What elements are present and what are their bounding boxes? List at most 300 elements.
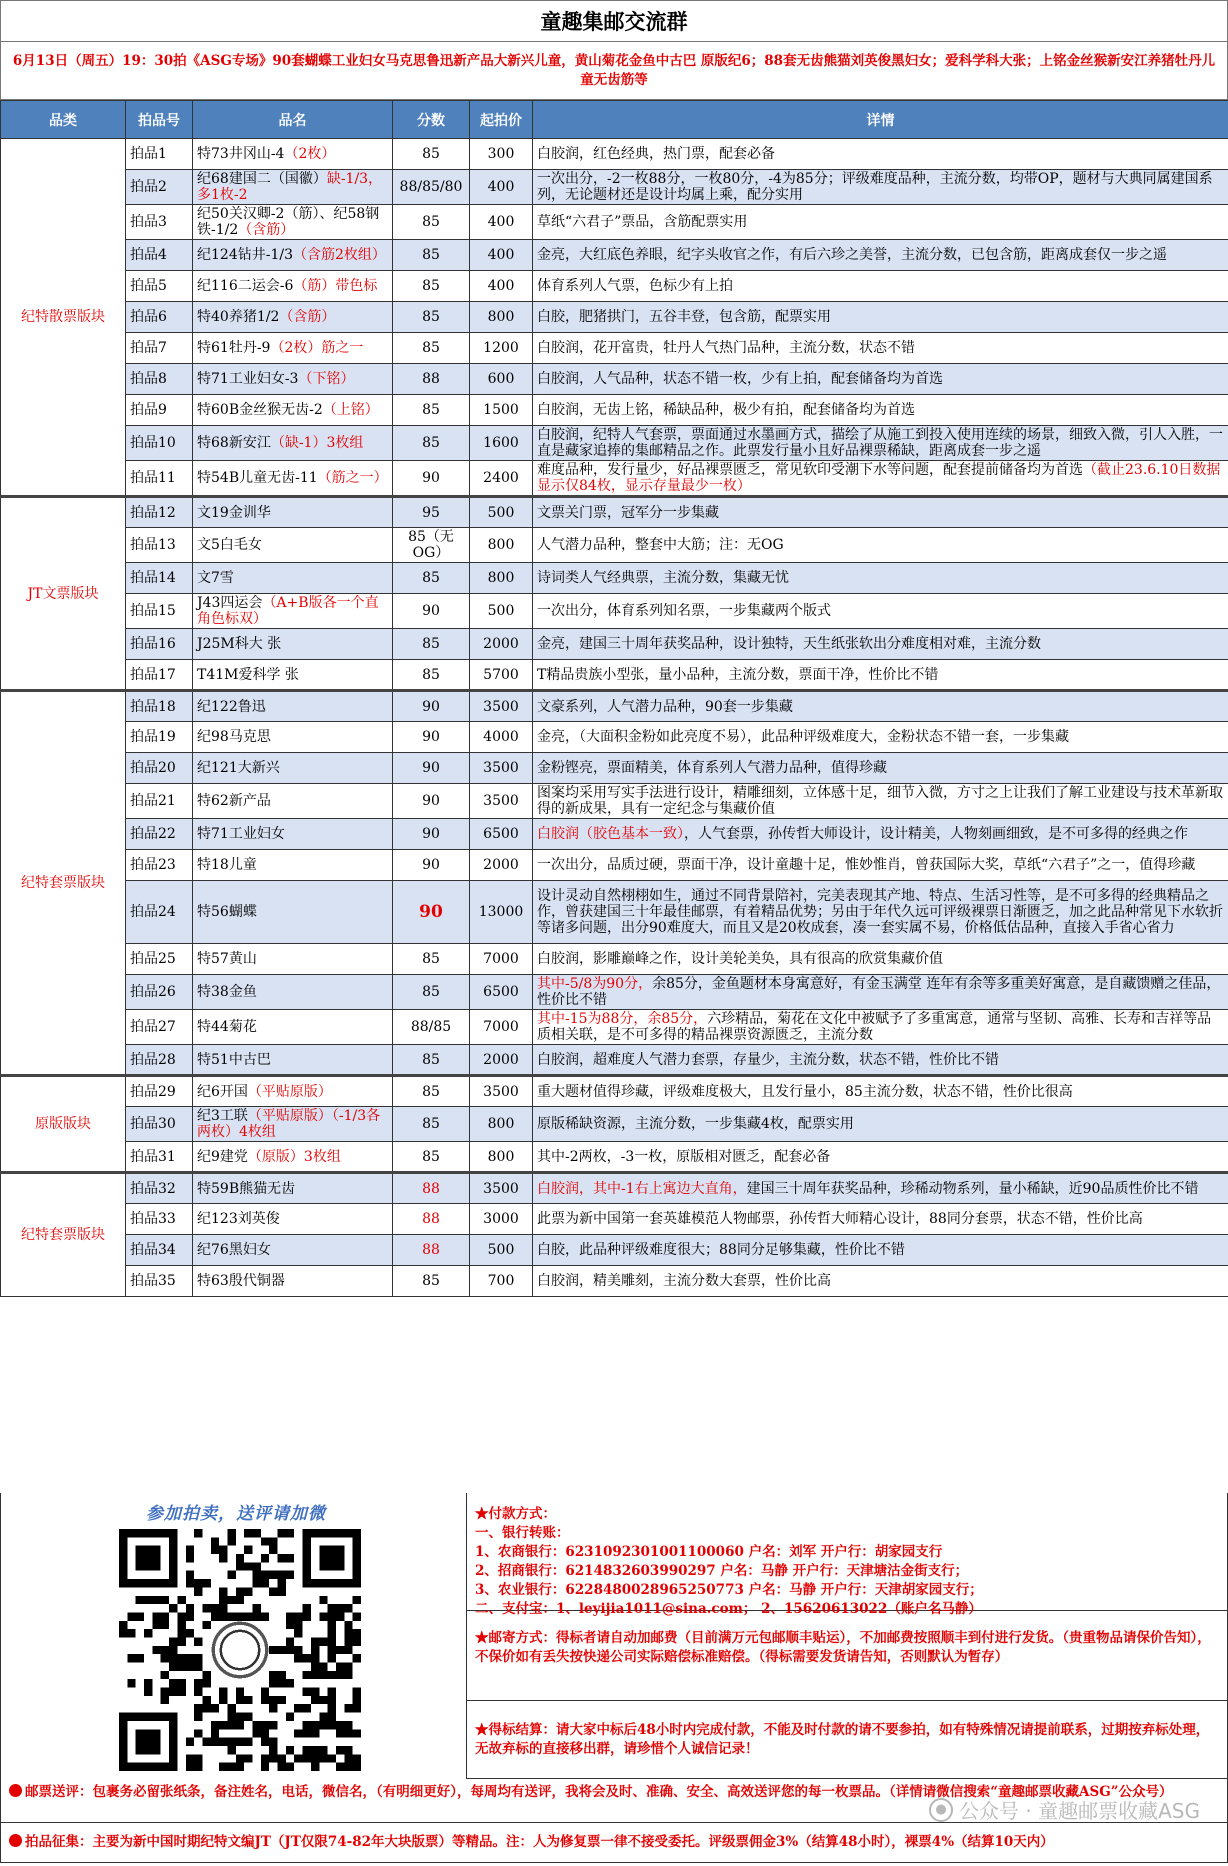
lot-name-main: 特18儿童: [197, 857, 257, 873]
lot-details: [533, 395, 1228, 426]
lot-name-main: 文19金训华: [197, 504, 271, 521]
mail-method: ★邮寄方式：得标者请自动加邮费（目前满万元包邮顺丰贴运），不加邮费按照顺丰到付进行发货。（贵重物品请保价告知），不保价如有丢失按快递公司实际赔偿标准赔偿。（得标需要发货请告知，否则默认为暂存）: [467, 1611, 1228, 1701]
lot-score: [393, 1010, 470, 1045]
lot-row: [1, 205, 1228, 240]
lot-start-price: 800: [470, 528, 533, 563]
lot-number: 拍品33: [126, 1204, 193, 1235]
lot-details: [533, 1107, 1228, 1142]
lot-details: [533, 302, 1228, 333]
lot-score: [393, 881, 470, 944]
lot-row: [1, 594, 1228, 629]
header-item-name: 品名: [193, 101, 393, 139]
lot-number: 拍品1: [126, 139, 193, 170]
lot-score: [393, 497, 470, 528]
lot-name-main: 特44菊花: [197, 1019, 257, 1035]
lot-details: [533, 629, 1228, 660]
lot-start-price: 700: [470, 1266, 533, 1297]
lot-detail-text: 难度品种，发行量少，好品裸票匮乏，常见软印受潮下水等问题，配套提前储备均为首选: [537, 462, 1083, 478]
lot-row: [1, 563, 1228, 594]
lot-score: [393, 1173, 470, 1204]
lot-number: 拍品7: [126, 333, 193, 364]
lot-score: [393, 240, 470, 271]
lot-score: [393, 944, 470, 975]
lot-score-value: 85: [422, 1051, 440, 1068]
lot-number: 拍品4: [126, 240, 193, 271]
lot-score: [393, 205, 470, 240]
lot-details: [533, 461, 1228, 497]
lot-name: [193, 1045, 393, 1076]
lot-score-value: 85: [422, 309, 440, 325]
lot-name: [193, 1173, 393, 1204]
lot-start-price: 800: [470, 1142, 533, 1173]
lot-name: [193, 302, 393, 333]
table-header-row: [1, 101, 1228, 139]
lot-score-value: 90: [422, 603, 440, 619]
lot-name-main: 纪6开国: [197, 1083, 248, 1100]
lot-score-value: 90: [422, 826, 440, 842]
lot-details: [533, 691, 1228, 722]
lot-name: [193, 819, 393, 850]
lot-row: [1, 629, 1228, 660]
lot-score-value: 90: [422, 857, 440, 873]
lot-score: [393, 1142, 470, 1173]
lot-detail-text: 白胶润，人气品种，状态不错一枚，少有上拍，配套储备均为首选: [537, 371, 943, 387]
lot-name-main: 特73井冈山-4: [197, 146, 285, 162]
lot-number: 拍品30: [126, 1107, 193, 1142]
lot-name: [193, 753, 393, 784]
category-cell: JT文票版块: [1, 497, 126, 691]
lot-detail-text: 重大题材值得珍藏，评级难度极大，且发行量小，85主流分数，状态不错，性价比很高: [537, 1083, 1073, 1100]
lot-row: [1, 1173, 1228, 1204]
lot-number: 拍品9: [126, 395, 193, 426]
lot-detail-text: 白胶，肥猪拱门，五谷丰登，包含筋，配票实用: [537, 309, 831, 325]
lot-row: [1, 139, 1228, 170]
lot-name: [193, 426, 393, 461]
lot-row: [1, 1204, 1228, 1235]
lot-name-main: 特71工业妇女-3: [197, 371, 299, 387]
lot-score: [393, 302, 470, 333]
lot-detail-text: 一次出分，品质过硬，票面干净，设计童趣十足，惟妙惟肖，曾获国际大奖，草纸“六君子”之一，值得珍藏: [537, 857, 1196, 873]
lot-number: 拍品16: [126, 629, 193, 660]
lot-name: [193, 1142, 393, 1173]
lot-row: [1, 944, 1228, 975]
lot-details: [533, 944, 1228, 975]
lot-score-value: 85: [422, 1273, 440, 1289]
lot-start-price: 1600: [470, 426, 533, 461]
lot-name-main: 特62新产品: [197, 793, 271, 809]
lot-score: [393, 461, 470, 497]
lot-score-value: 85: [422, 1116, 440, 1132]
lot-name-main: 特59B熊猫无齿: [197, 1180, 296, 1197]
lot-name-main: 纪3工联: [197, 1108, 248, 1124]
category-cell: 原版版块: [1, 1076, 126, 1173]
lot-score: [393, 271, 470, 302]
lot-row: [1, 1235, 1228, 1266]
lot-score: [393, 975, 470, 1010]
lot-detail-highlight: 其中-5/8为90分，: [537, 976, 653, 992]
consignment-text: 拍品征集：主要为新中国时期纪特文编JT（JT仅限74-82年大块版票）等精品。注：人为修复票一律不接受委托。评级票佣金3%（结算48小时），裸票4%（结算10天内）: [25, 1834, 1054, 1850]
lot-number: 拍品10: [126, 426, 193, 461]
lot-detail-text: 一次出分，-2一枚88分，一枚80分，-4为85分；评级难度品种，主流分数，均带OP，题材与大典同属建国系列，无论题材还是设计均属上乘，配分实用: [537, 171, 1213, 203]
lot-start-price: 2400: [470, 461, 533, 497]
lot-number: 拍品28: [126, 1045, 193, 1076]
lot-score-value: 85: [422, 214, 440, 230]
lot-score: [393, 426, 470, 461]
header-score: 分数: [393, 101, 470, 139]
lot-name: [193, 271, 393, 302]
lot-details: [533, 1235, 1228, 1266]
payment-line: ★付款方式：: [475, 1506, 556, 1522]
lot-name: [193, 170, 393, 205]
lot-details: [533, 497, 1228, 528]
lot-score: [393, 1045, 470, 1076]
lot-name: [193, 528, 393, 563]
lot-name-main: 特56蝴蝶: [197, 904, 257, 920]
lot-detail-text: 诗词类人气经典票，主流分数，集藏无忧: [537, 570, 789, 586]
lot-details: [533, 1173, 1228, 1204]
lot-row: [1, 240, 1228, 271]
lot-row: [1, 170, 1228, 205]
lot-number: 拍品8: [126, 364, 193, 395]
lot-row: [1, 1107, 1228, 1142]
lot-name: [193, 629, 393, 660]
lot-row: [1, 1076, 1228, 1107]
settlement-rules: ★得标结算：请大家中标后48小时内完成付款，不能及时付款的请不要参拍，如有特殊情况请提前联系，过期按弃标处理，无故弃标的直接移出群，请珍惜个人诚信记录！: [475, 1722, 1210, 1757]
lot-row: [1, 850, 1228, 881]
lot-number: 拍品22: [126, 819, 193, 850]
lot-number: 拍品6: [126, 302, 193, 333]
header-start-price: 起拍价: [470, 101, 533, 139]
payment-line: 二、支付宝：1、leyijia1011@sina.com； 2、15620613022（账户名马静）: [475, 1601, 982, 1617]
lot-row: [1, 364, 1228, 395]
lot-name-note: （含筋2枚组）: [292, 247, 386, 263]
lot-start-price: 1500: [470, 395, 533, 426]
lot-number: 拍品19: [126, 722, 193, 753]
lot-details: [533, 205, 1228, 240]
lot-number: 拍品26: [126, 975, 193, 1010]
lot-name-main: 纪123刘英俊: [197, 1211, 280, 1227]
lot-name: [193, 497, 393, 528]
lot-name-main: 特40养猪1/2: [197, 309, 280, 325]
lot-start-price: 3500: [470, 1173, 533, 1204]
lot-details: [533, 594, 1228, 629]
lot-name: [193, 1010, 393, 1045]
lot-score-value: 90: [422, 470, 440, 486]
lot-start-price: 6500: [470, 819, 533, 850]
lot-name-main: 纪68建国二（国徽）: [197, 171, 327, 187]
lot-details: [533, 426, 1228, 461]
lot-detail-text: 体育系列人气票，色标少有上拍: [537, 278, 733, 294]
lot-score-value: 90: [422, 760, 440, 776]
lot-start-price: 400: [470, 271, 533, 302]
lot-row: [1, 302, 1228, 333]
lot-row: [1, 753, 1228, 784]
lot-start-price: 3000: [470, 1204, 533, 1235]
lot-start-price: 500: [470, 497, 533, 528]
lot-row: [1, 784, 1228, 819]
lot-start-price: 5700: [470, 660, 533, 691]
lot-name-note: （上铭）: [322, 402, 379, 418]
lot-score: [393, 660, 470, 691]
lot-start-price: 6500: [470, 975, 533, 1010]
lot-name-note: 缺-1/3，多1枚-2: [197, 171, 383, 203]
lot-number: 拍品13: [126, 528, 193, 563]
lot-score: [393, 395, 470, 426]
lot-name-main: 特63殷代铜器: [197, 1273, 285, 1289]
lot-name: [193, 881, 393, 944]
lot-detail-text: 文豪系列，人气潜力品种，90套一步集藏: [537, 698, 793, 715]
lot-start-price: 400: [470, 170, 533, 205]
lot-name: [193, 139, 393, 170]
lot-number: 拍品29: [126, 1076, 193, 1107]
lot-name: [193, 1235, 393, 1266]
payment-line: 3、农业银行：6228480028965250773 户名：马静 开户行：天津胡家园支行；: [475, 1582, 983, 1598]
lot-score-value: 90: [419, 901, 443, 922]
lot-row: [1, 660, 1228, 691]
lot-number: 拍品27: [126, 1010, 193, 1045]
lot-number: 拍品20: [126, 753, 193, 784]
lot-details: [533, 240, 1228, 271]
lot-number: 拍品17: [126, 660, 193, 691]
lot-name-main: 纪76黑妇女: [197, 1242, 271, 1258]
lot-score-value: 85: [422, 636, 440, 652]
lot-detail-text: 此票为新中国第一套英雄模范人物邮票，孙传哲大师精心设计，88同分套票，状态不错，性价比高: [537, 1211, 1143, 1227]
lot-detail-text: 图案均采用写实手法进行设计，精雕细刻，立体感十足，细节入微，方寸之上让我们了解工业建设与技术革新取得的新成果，具有一定纪念与集藏价值: [537, 785, 1223, 817]
lot-details: [533, 170, 1228, 205]
lot-score-value: 88: [422, 1180, 440, 1197]
lot-details: [533, 528, 1228, 563]
lot-detail-text: 白胶润，无齿上铭，稀缺品种，极少有拍，配套储备均为首选: [537, 402, 915, 418]
lot-score: [393, 1266, 470, 1297]
lot-name-note: （2枚）筋之一: [270, 340, 364, 356]
lot-detail-text: 金粉铿亮，票面精美，体育系列人气潜力品种，值得珍藏: [537, 760, 887, 776]
lot-score: [393, 528, 470, 563]
lot-score-value: 85: [422, 1148, 440, 1165]
lot-score: [393, 753, 470, 784]
lot-details: [533, 271, 1228, 302]
lot-number: 拍品2: [126, 170, 193, 205]
lot-start-price: 300: [470, 139, 533, 170]
lot-name-note: （平贴原版）（-1/3各两枚）4枚组: [197, 1108, 381, 1140]
lot-score-value: 85: [422, 278, 440, 294]
lot-score-value: 85: [422, 402, 440, 418]
lot-score-value: 85: [422, 435, 440, 451]
lot-row: [1, 333, 1228, 364]
lot-detail-text: 原版稀缺资源，主流分数，一步集藏4枚，配票实用: [537, 1116, 854, 1132]
lot-score-value: 85（无OG）: [408, 529, 454, 561]
lot-name-note: （2枚）: [284, 146, 336, 162]
lot-name-main: 纪121大新兴: [197, 760, 280, 776]
lot-name-main: 特38金鱼: [197, 984, 257, 1000]
red-bullet-icon: [9, 1784, 22, 1797]
auction-notice: 6月13日（周五）19：30拍《ASG专场》90套蝴蝶工业妇女马克思鲁迅新产品大新兴儿童，黄山菊花金鱼中古巴 原版纪6；88套无齿熊猫刘英俊黑妇女；爱科学科大张；上铭金丝猴新安江养猪牡丹儿童无齿筋等: [0, 42, 1228, 100]
lot-details: [533, 1045, 1228, 1076]
lot-score-value: 88: [422, 1211, 440, 1227]
lot-start-price: 800: [470, 302, 533, 333]
lot-name-main: 特60B金丝猴无齿-2: [197, 402, 323, 418]
lot-score: [393, 333, 470, 364]
lot-detail-text: 白胶润，影雕巅峰之作，设计美轮美奂，具有很高的欣赏集藏价值: [537, 951, 943, 967]
lot-details: [533, 1076, 1228, 1107]
lot-detail-text: T精品贵族小型张，量小品种，主流分数，票面干净，性价比不错: [537, 666, 939, 683]
lot-number: 拍品24: [126, 881, 193, 944]
lot-name-main: 纪124钻井-1/3: [197, 247, 293, 263]
lot-start-price: 3500: [470, 1076, 533, 1107]
lot-score: [393, 1235, 470, 1266]
lot-number: 拍品31: [126, 1142, 193, 1173]
lot-score: [393, 364, 470, 395]
lot-detail-text: 人气潜力品种，整套中大筋；注：无OG: [537, 537, 784, 553]
lot-number: 拍品3: [126, 205, 193, 240]
lot-name-main: 特68新安江: [197, 435, 271, 451]
lot-detail-text: 金亮，建国三十周年获奖品种，设计独特，天生纸张软出分难度相对难，主流分数: [537, 636, 1041, 652]
lot-start-price: 800: [470, 1107, 533, 1142]
lot-name-note: （A+B版各一个直角色标双）: [197, 595, 379, 627]
lot-name-main: T41M爱科学 张: [197, 666, 299, 683]
lot-row: [1, 691, 1228, 722]
lot-name: [193, 784, 393, 819]
lot-score: [393, 722, 470, 753]
lot-details: [533, 784, 1228, 819]
lot-row: [1, 395, 1228, 426]
lot-details: [533, 563, 1228, 594]
lot-name: [193, 333, 393, 364]
lot-name-note: （筋）带色标: [293, 278, 378, 294]
lot-detail-text: 建国三十周年获奖品种，珍稀动物系列，量小稀缺，近90品质性价比不错: [746, 1180, 1199, 1197]
red-bullet-icon: [9, 1834, 22, 1847]
lot-start-price: 800: [470, 563, 533, 594]
lot-row: [1, 1142, 1228, 1173]
wechat-account-icon: ●: [929, 1798, 953, 1822]
lot-number: 拍品12: [126, 497, 193, 528]
lot-score: [393, 691, 470, 722]
lot-name: [193, 660, 393, 691]
lot-details: [533, 975, 1228, 1010]
lot-start-price: 400: [470, 205, 533, 240]
lot-score-value: 85: [422, 570, 440, 586]
lot-details: [533, 660, 1228, 691]
lot-score: [393, 170, 470, 205]
lot-start-price: 4000: [470, 722, 533, 753]
lot-score-value: 85: [422, 146, 440, 162]
lot-name-main: 文7雪: [197, 570, 234, 586]
lot-row: [1, 1266, 1228, 1297]
lot-row: [1, 1010, 1228, 1045]
lot-score: [393, 1076, 470, 1107]
lot-name: [193, 850, 393, 881]
lot-score-value: 95: [422, 504, 440, 521]
lot-details: [533, 333, 1228, 364]
lot-start-price: 500: [470, 1235, 533, 1266]
lot-name-note: （原版）3枚组: [247, 1148, 341, 1165]
lot-name-main: 纪122鲁迅: [197, 698, 266, 715]
lot-name: [193, 395, 393, 426]
lot-name-main: 特51中古巴: [197, 1051, 271, 1068]
lot-score: [393, 629, 470, 660]
lot-score: [393, 139, 470, 170]
payment-panel: [467, 1493, 1228, 1779]
sheet-title: 童趣集邮交流群: [0, 0, 1228, 42]
lot-detail-text: 文票关门票，冠军分一步集藏: [537, 504, 719, 521]
lot-name-main: 特71工业妇女: [197, 826, 285, 842]
lot-details: [533, 1204, 1228, 1235]
lot-name-main: 纪98马克思: [197, 729, 271, 745]
lot-table: [0, 100, 1228, 1297]
lot-score: [393, 819, 470, 850]
wechat-watermark: [929, 1795, 1200, 1824]
lot-score-value: 88: [422, 371, 440, 387]
lot-name-note: （含筋）: [238, 222, 295, 238]
lot-name-note: （含筋）: [279, 309, 336, 325]
lot-detail-text: 六珍精品，菊花在文化中被赋予了多重寓意，通常与坚韧、高雅、长寿和吉祥等品质相关联，是不可多得的精品裸票资源匮乏，主流分数: [537, 1011, 1212, 1043]
lot-detail-text: 余85分，金鱼题材本身寓意好，有金玉满堂 连年有余等多重美好寓意，是自藏馈赠之佳品，性价比不错: [537, 976, 1221, 1008]
lot-name-note: （筋之一）: [317, 470, 388, 486]
header-lot-no: 拍品号: [126, 101, 193, 139]
lot-name-note: （缺-1）3枚组: [270, 435, 364, 451]
lot-name-main: 文5白毛女: [197, 537, 262, 553]
lot-details: [533, 850, 1228, 881]
lot-detail-text: ，人气套票，孙传哲大师设计，设计精美，人物刻画细致，是不可多得的经典之作: [684, 826, 1188, 842]
lot-name: [193, 563, 393, 594]
qr-panel: [1, 1493, 467, 1779]
lot-name: [193, 722, 393, 753]
lot-start-price: 500: [470, 594, 533, 629]
category-cell: 纪特套票版块: [1, 1173, 126, 1297]
lot-row: [1, 1045, 1228, 1076]
lot-name: [193, 1204, 393, 1235]
lot-details: [533, 819, 1228, 850]
lot-row: [1, 722, 1228, 753]
lot-details: [533, 139, 1228, 170]
payment-line: 2、招商银行：6214832603990297 户名：马静 开户行：天津塘沽金街支行；: [475, 1563, 969, 1579]
header-details: 详情: [533, 101, 1228, 139]
lot-score: [393, 1204, 470, 1235]
lot-detail-text: 其中-2两枚，-3一枚，原版相对匮乏，配套必备: [537, 1148, 831, 1165]
watermark-text: 公众号 · 童趣邮票收藏ASG: [959, 1799, 1200, 1823]
lot-name-note: （平贴原版）: [247, 1083, 332, 1100]
lot-number: 拍品35: [126, 1266, 193, 1297]
lot-name: [193, 1107, 393, 1142]
lot-row: [1, 881, 1228, 944]
lot-score-value: 88: [422, 1242, 440, 1258]
lot-detail-text: 草纸“六君子”票品，含筋配票实用: [537, 214, 748, 230]
lot-start-price: 2000: [470, 1045, 533, 1076]
lot-detail-text: 白胶润，超难度人气潜力套票，存量少，主流分数，状态不错，性价比不错: [537, 1051, 999, 1068]
lot-detail-text: 金亮，（大面积金粉如此亮度不易），此品种评级难度大，金粉状态不错一套，一步集藏: [537, 729, 1069, 745]
lot-name-main: 特61牡丹-9: [197, 340, 271, 356]
lot-detail-text: 金亮，大红底色养眼，纪字头收官之作，有后六珍之美誉，主流分数，已包含筋，距离成套仅一步之遥: [537, 247, 1167, 263]
lot-name: [193, 205, 393, 240]
lot-score-value: 85: [422, 340, 440, 356]
lot-number: 拍品34: [126, 1235, 193, 1266]
lot-name-note: （下铭）: [298, 371, 355, 387]
lot-name: [193, 1076, 393, 1107]
lot-name-main: 纪116二运会-6: [197, 278, 294, 294]
lot-name-main: 特54B儿童无齿-11: [197, 470, 318, 486]
lot-start-price: 600: [470, 364, 533, 395]
lot-detail-note: （截止23.6.10日数据显示仅84枚，显示存量最少一枚）: [537, 462, 1221, 494]
lot-row: [1, 528, 1228, 563]
lot-start-price: 13000: [470, 881, 533, 944]
lot-score-value: 90: [422, 698, 440, 715]
payment-line: 一、银行转账：: [475, 1525, 570, 1541]
consignment-note: [0, 1823, 1228, 1863]
lot-row: [1, 271, 1228, 302]
lot-details: [533, 1142, 1228, 1173]
lot-number: 拍品5: [126, 271, 193, 302]
lot-score-value: 85: [422, 247, 440, 263]
lot-detail-text: 白胶润，花开富贵，牡丹人气热门品种，主流分数，状态不错: [537, 340, 915, 356]
